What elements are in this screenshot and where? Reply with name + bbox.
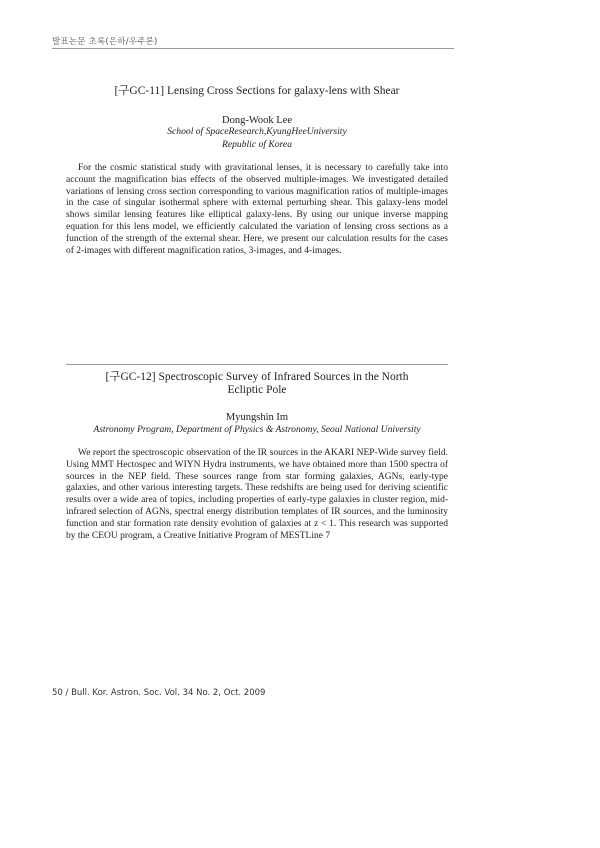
affiliation-gc12: Astronomy Program, Department of Physics & Astronomy, Seoul National University [93, 424, 421, 435]
author-name-gc12: Myungshin Im [225, 412, 289, 423]
header-divider [52, 48, 454, 49]
running-header: 발표논문 초록(은하/우주론) [52, 37, 158, 47]
abstract-title-gc11: [구GC-11] Lensing Cross Sections for galaxy-lens with Shear [114, 85, 400, 97]
affiliation-gc11: School of SpaceResearch,KyungHeeUniversity [167, 126, 347, 137]
abstract-body-gc12: We report the spectroscopic observation of the IR sources in the AKARI NEP-Wide survey field. Using MMT Hectospec and WIYN Hydra instruments, we have obtained more than 1500 spectra of sources in the NEP field. These sources range from star forming galaxies, AGNs, early-type galaxies, and other various interesting targets. These redshifts are being used for deriving scientific results over a wide area of topics, including properties of early-type galaxies in cluster region, mid-infrared selection of AGNs, spectral energy distribution templates of IR sources, and the luminosity function and star formation rate density evolution of galaxies at z < 1. This research was supported by the CEOU program, a Creative Initiative Program of MESTLine 7 [66, 448, 448, 541]
abstract-title-gc12-line2: Ecliptic Pole [227, 384, 287, 396]
page-footer: 50 / Bull. Kor. Astron. Soc. Vol. 34 No. 2, Oct. 2009 [52, 688, 266, 698]
section-divider [66, 364, 448, 365]
abstract-body-gc11: For the cosmic statistical study with gravitational lenses, it is necessary to carefully take into account the magnification bias effects of the observed multiple-images. We investigated detailed variations of lensing cross section corresponding to various magnification ratios of multiple-images in the case of singular isothermal sphere with external perturbing shear. This galaxy-lens model shows similar lensing features like elliptical galaxy-lens. By using our unique inverse mapping equation for this lens model, we efficiently calculated the variation of lensing cross sections as a function of the strength of the external shear. Here, we present our calculation results for the cases of 2-images with different magnification ratios, 3-images, and 4-images. [66, 163, 448, 256]
abstract-title-gc12-line1: [구GC-12] Spectroscopic Survey of Infrared Sources in the North [105, 371, 409, 383]
affiliation-country-gc11: Republic of Korea [222, 139, 292, 150]
author-name-gc11: Dong-Wook Lee [221, 115, 292, 126]
